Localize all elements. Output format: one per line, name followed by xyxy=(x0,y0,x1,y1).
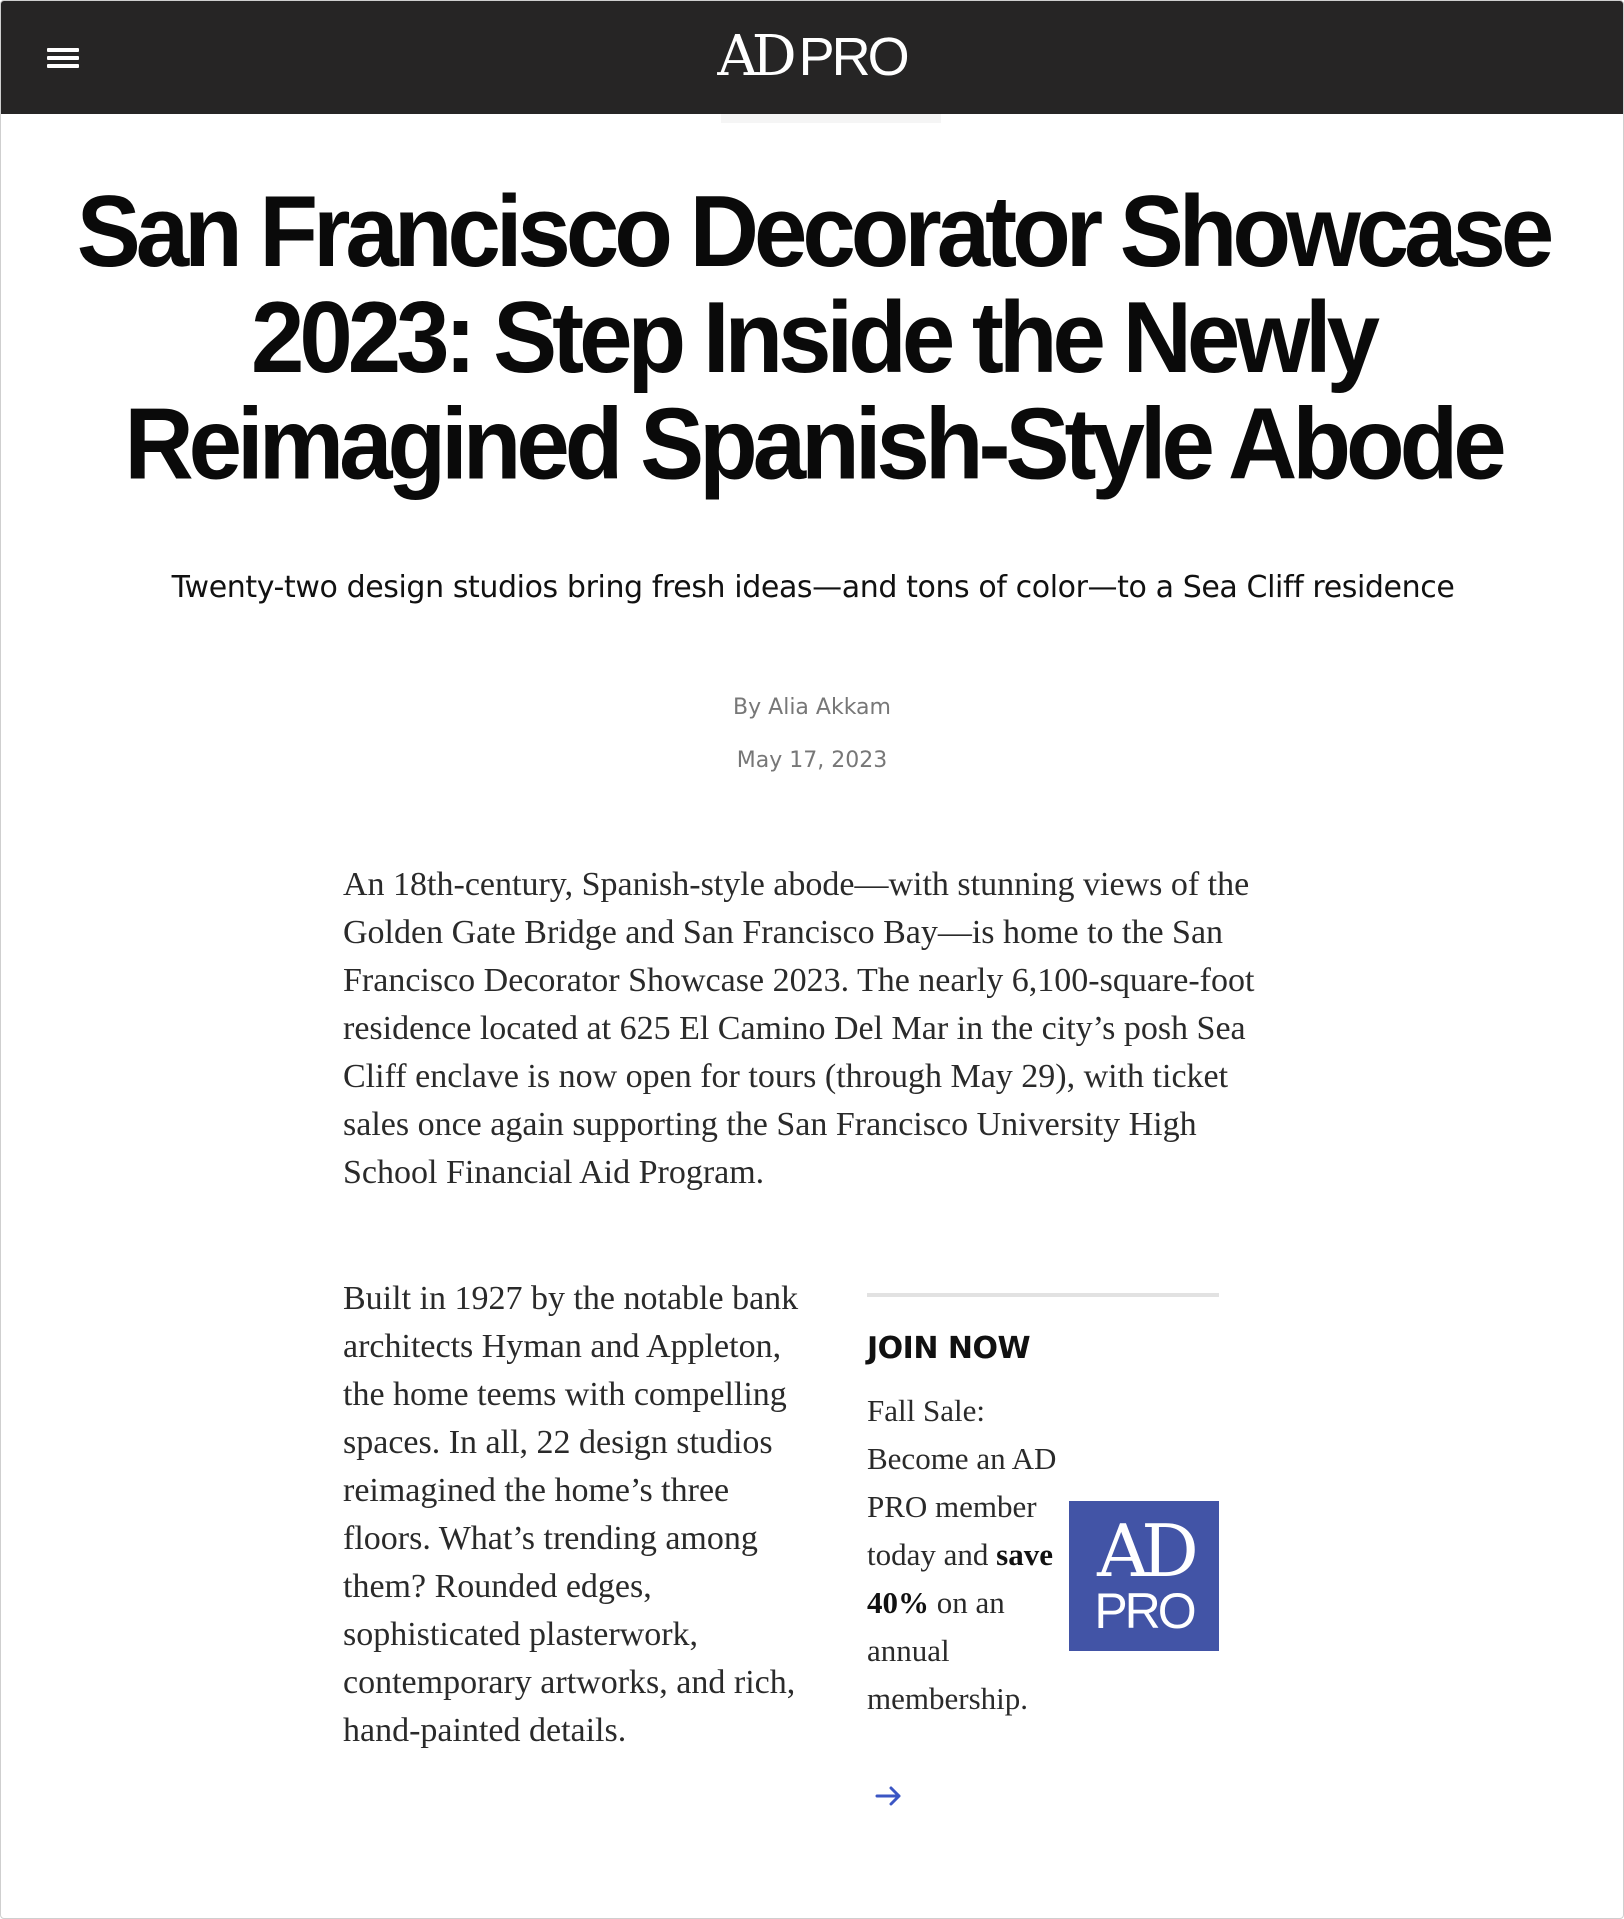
byline-prefix: By xyxy=(733,695,762,720)
header-divider xyxy=(721,114,941,123)
promo-text-bold: save 40% xyxy=(867,1537,1053,1620)
article-dek: Twenty-two design studios bring fresh ideas—and tons of color—to a Sea Cliff residence xyxy=(171,570,1455,605)
site-logo[interactable] xyxy=(1,25,1623,89)
promo-divider xyxy=(867,1293,1219,1297)
promo-text-before: Fall Sale: Become an AD PRO member today and xyxy=(867,1393,1057,1572)
top-navigation-bar xyxy=(1,1,1623,114)
logo-ad-text: AD xyxy=(717,24,791,89)
article-title: San Francisco Decorator Showcase 2023: Step Inside the Newly Reimagined Spanish-Style Abode xyxy=(76,175,1550,501)
publish-date: May 17, 2023 xyxy=(736,748,888,773)
promo-text-after: on an annual membership. xyxy=(867,1585,1028,1716)
author-link[interactable]: Alia Akkam xyxy=(768,695,891,720)
adpro-logo-image[interactable] xyxy=(1069,1501,1219,1651)
promo-logo-pro: PRO xyxy=(1094,1583,1194,1639)
article-paragraph-2: Built in 1927 by the notable bank architects Hyman and Appleton, the home teems with compelling spaces. In all, 22 design studios reimagined the home’s three floors. What’s trending among them? Rounded edges, sophisticated plasterwork, contemporary artworks, and rich, hand-painted details. xyxy=(343,1280,799,1749)
logo-pro-text: PRO xyxy=(798,27,907,87)
article-paragraph-1: An 18th-century, Spanish-style abode—with stunning views of the Golden Gate Bridge and San Francisco Bay—is home to the San Francisco Decorator Showcase 2023. The nearly 6,100-square-foot residence located at 625 El Camino Del Mar in the city’s posh Sea Cliff enclave is now open for tours (through May 29), with ticket sales once again supporting the San Francisco University High School Financial Aid Program. xyxy=(343,866,1255,1191)
promo-text[interactable] xyxy=(867,1387,1067,1723)
promo-logo-ad: AD xyxy=(1097,1509,1191,1593)
article-byline xyxy=(1,693,1623,723)
arrow-right-icon[interactable] xyxy=(875,1784,905,1808)
promo-heading[interactable]: JOIN NOW xyxy=(867,1331,1031,1366)
